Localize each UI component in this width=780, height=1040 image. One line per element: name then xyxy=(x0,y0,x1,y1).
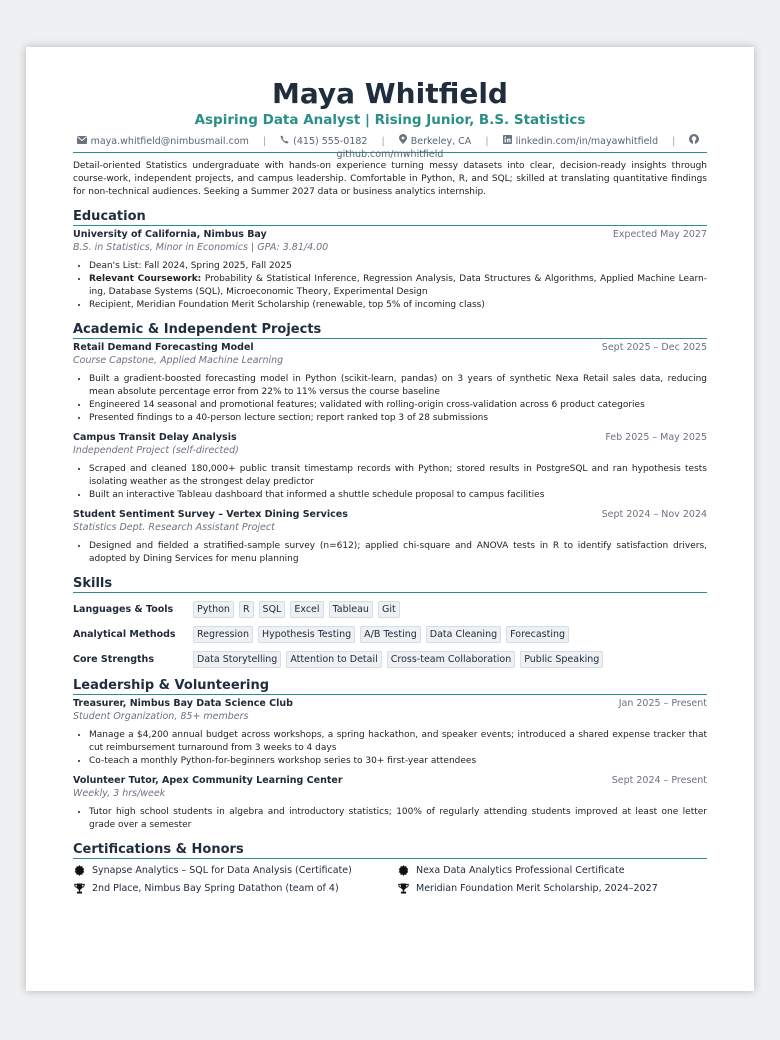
certification-item xyxy=(73,882,397,895)
skill-chip: Hypothesis Testing xyxy=(258,626,355,643)
summary-text: Detail-oriented Statistics undergraduate with hands-on experience turning messy datasets into clear, decision-ready insights through course-work, independent projects, and campus leadership. Comfortable in Python, R, and SQL; skilled at translating quantitative findings for non-technical audiences. Seeking a Summer 2027 data or business analytics internship. xyxy=(73,161,707,197)
contact-separator: | xyxy=(485,136,489,147)
role-bullets xyxy=(73,806,707,832)
degree-line: B.S. in Statistics, Minor in Economics | GPA: 3.81/4.00 xyxy=(73,242,329,253)
skills-table xyxy=(73,597,707,672)
project-name: Retail Demand Forecasting Model xyxy=(73,342,254,353)
envelope-icon xyxy=(77,135,87,148)
role-date: Sept 2024 – Present xyxy=(611,775,707,786)
skill-chip: Public Speaking xyxy=(520,651,603,668)
resume-content xyxy=(73,47,707,895)
certification-item xyxy=(397,864,707,877)
certifications-grid xyxy=(73,864,707,895)
list-item: • Recipient, Meridian Foundation Merit Scholarship (renewable, top 5% of incoming class) xyxy=(89,299,707,312)
list-item: • Tutor high school students in algebra and introductory statistics; 100% of regularly attending students improved at least one letter grade over a semester xyxy=(89,806,707,832)
skill-row xyxy=(73,647,707,672)
role-name: Treasurer, Nimbus Bay Data Science Club xyxy=(73,698,293,709)
contact-separator: | xyxy=(672,136,676,147)
contact-email[interactable]: maya.whitfield@nimbusmail.com xyxy=(90,136,249,147)
education-bullets xyxy=(73,260,707,312)
school-name: University of California, Nimbus Bay xyxy=(73,229,267,240)
section-title-skills: Skills xyxy=(73,575,707,593)
trophy-icon xyxy=(397,883,409,895)
leadership-header xyxy=(73,697,707,710)
resume-page xyxy=(26,47,754,991)
linkedin-icon xyxy=(503,135,512,148)
certification-text: Synapse Analytics – SQL for Data Analysis (Certificate) xyxy=(92,865,352,876)
role-subtitle: Student Organization, 85+ members xyxy=(73,711,249,722)
contact-github[interactable]: github.com/mwhitfield xyxy=(336,149,444,160)
list-item: • Engineered 14 seasonal and promotional features; validated with rolling-origin cross-validation across 6 product categories xyxy=(89,399,707,412)
coursework-text: Probability & Statistical Inference, Regression Analysis, Data Structures & Algorithms, Applied Machine Learn-ing, Database Systems (SQL), Microeconomic Theory, Experimental Design xyxy=(89,274,707,297)
project-bullets xyxy=(73,540,707,566)
phone-icon xyxy=(280,135,289,148)
skill-chip: Cross-team Collaboration xyxy=(387,651,515,668)
role-name: Volunteer Tutor, Apex Community Learning Center xyxy=(73,775,343,786)
project-header xyxy=(73,508,707,521)
skill-category-label: Core Strengths xyxy=(73,654,154,665)
contact-location: Berkeley, CA xyxy=(410,136,472,147)
skill-chip: Data Cleaning xyxy=(426,626,501,643)
list-item: • Dean's List: Fall 2024, Spring 2025, Fall 2025 xyxy=(89,260,707,273)
github-icon xyxy=(689,134,699,148)
candidate-name: Maya Whitfield xyxy=(272,77,508,110)
list-item: • Built a gradient-boosted forecasting model in Python (scikit-learn, pandas) on 3 years of synthetic Nexa Retail sales data, reducing mean absolute percentage error from 22% to 11% versus the course baseline xyxy=(89,373,707,399)
certification-item xyxy=(397,882,707,895)
skill-chips xyxy=(193,651,608,668)
skill-row xyxy=(73,597,707,622)
skill-chip: Python xyxy=(193,601,234,618)
certificate-icon xyxy=(397,865,409,877)
skill-chip: A/B Testing xyxy=(360,626,421,643)
map-pin-icon xyxy=(399,134,407,148)
certification-item xyxy=(73,864,397,877)
skill-chip: SQL xyxy=(259,601,286,618)
education-date: Expected May 2027 xyxy=(612,229,707,240)
skill-chips xyxy=(193,626,574,643)
education-header xyxy=(73,228,707,241)
skill-chip: Data Storytelling xyxy=(193,651,281,668)
skill-row xyxy=(73,622,707,647)
skill-chip: R xyxy=(239,601,254,618)
skill-chip: Git xyxy=(378,601,400,618)
project-header xyxy=(73,341,707,354)
contact-separator: | xyxy=(262,136,267,147)
certification-text: Meridian Foundation Merit Scholarship, 2024–2027 xyxy=(416,883,658,894)
certification-text: 2nd Place, Nimbus Bay Spring Datathon (team of 4) xyxy=(92,883,339,894)
list-item: • Co-teach a monthly Python-for-beginners workshop series to 30+ first-year attendees xyxy=(89,755,707,768)
project-subtitle: Course Capstone, Applied Machine Learning xyxy=(73,355,284,366)
project-subtitle: Independent Project (self-directed) xyxy=(73,445,239,456)
project-name: Student Sentiment Survey – Vertex Dining Services xyxy=(73,509,348,520)
project-date: Sept 2025 – Dec 2025 xyxy=(601,342,707,353)
project-subtitle: Statistics Dept. Research Assistant Project xyxy=(73,522,275,533)
list-item xyxy=(89,273,707,299)
certification-text: Nexa Data Analytics Professional Certificate xyxy=(416,865,625,876)
leadership-header xyxy=(73,774,707,787)
project-name: Campus Transit Delay Analysis xyxy=(73,432,237,443)
section-title-education: Education xyxy=(73,208,707,226)
skill-chip: Excel xyxy=(290,601,323,618)
skill-chips xyxy=(193,601,405,618)
section-title-certifications: Certifications & Honors xyxy=(73,841,707,859)
section-title-projects: Academic & Independent Projects xyxy=(73,321,707,339)
list-item: • Presented findings to a 40-person lecture section; report ranked top 3 of 28 submissions xyxy=(89,412,707,425)
coursework-label: Relevant Coursework: xyxy=(89,274,202,284)
list-item: • Scraped and cleaned 180,000+ public transit timestamp records with Python; stored results in PostgreSQL and ran hypothesis tests isolating weather as the strongest delay predictor xyxy=(89,463,707,489)
list-item: • Designed and fielded a stratified-sample survey (n=612); applied chi-square and ANOVA tests in R to identify satisfaction drivers, adopted by Dining Services for menu planning xyxy=(89,540,707,566)
project-header xyxy=(73,431,707,444)
contact-linkedin[interactable]: linkedin.com/in/mayawhitfield xyxy=(515,136,659,147)
trophy-icon xyxy=(73,883,85,895)
list-item: • Manage a $4,200 annual budget across workshops, a spring hackathon, and speaker events; introduced a shared expense tracker that cut reimbursement turnaround from 3 weeks to 4 days xyxy=(89,729,707,755)
candidate-tagline: Aspiring Data Analyst | Rising Junior, B.S. Statistics xyxy=(194,112,586,128)
skill-chip: Attention to Detail xyxy=(286,651,381,668)
project-bullets xyxy=(73,463,707,502)
skill-category-label: Languages & Tools xyxy=(73,604,174,615)
project-bullets xyxy=(73,373,707,425)
contact-phone[interactable]: (415) 555-0182 xyxy=(293,136,368,147)
role-subtitle: Weekly, 3 hrs/week xyxy=(73,788,166,799)
skill-chip: Tableau xyxy=(329,601,373,618)
contact-separator: | xyxy=(381,136,385,147)
skill-chip: Regression xyxy=(193,626,253,643)
list-item: • Built an interactive Tableau dashboard that informed a shuttle schedule proposal to campus facilities xyxy=(89,489,707,502)
section-title-leadership: Leadership & Volunteering xyxy=(73,677,707,695)
skill-category-label: Analytical Methods xyxy=(73,629,176,640)
project-date: Sept 2024 – Nov 2024 xyxy=(601,509,707,520)
role-bullets xyxy=(73,729,707,768)
certificate-icon xyxy=(73,865,85,877)
project-date: Feb 2025 – May 2025 xyxy=(605,432,707,443)
role-date: Jan 2025 – Present xyxy=(618,698,707,709)
contact-line xyxy=(73,134,707,160)
skill-chip: Forecasting xyxy=(506,626,569,643)
